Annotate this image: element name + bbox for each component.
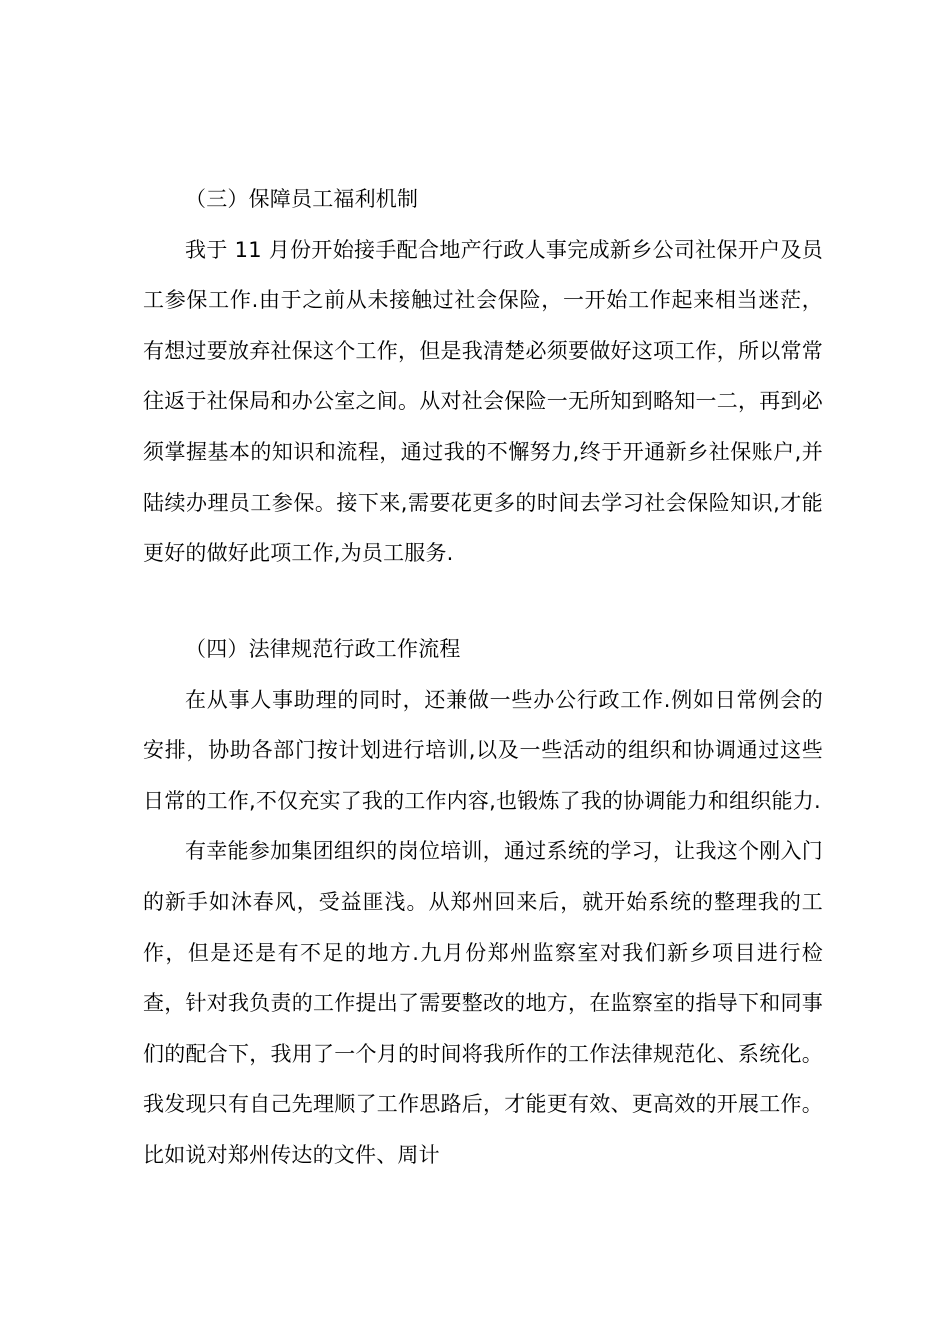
body-paragraph: 有幸能参加集团组织的岗位培训，通过系统的学习，让我这个刚入门的新手如沐春风，受益匪浅。从郑州回来后，就开始系统的整理我的工作，但是还是有不足的地方.九月份郑州监察室对我们新乡项目进行检查，针对我负责的工作提出了需要整改的地方，在监察室的指导下和同事们的配合下，我用了一个月的时间将我所作的工作法律规范化、系统化。我发现只有自己先理顺了工作思路后，才能更有效、更高效的开展工作。比如说对郑州传达的文件、周计 (143, 839, 823, 1167)
section-three (143, 174, 823, 579)
section-heading: （三）保障员工福利机制 (185, 187, 419, 211)
section-heading: （四）法律规范行政工作流程 (185, 637, 461, 661)
section-four (143, 624, 823, 1181)
body-paragraph: 我于 11 月份开始接手配合地产行政人事完成新乡公司社保开户及员工参保工作.由于之前从未接触过社会保险，一开始工作起来相当迷茫，有想过要放弃社保这个工作，但是我清楚必须要做好这项工作，所以常常往返于社保局和办公室之间。从对社会保险一无所知到略知一二，再到必须掌握基本的知识和流程，通过我的不懈努力,终于开通新乡社保账户,并陆续办理员工参保。接下来,需要花更多的时间去学习社会保险知识,才能更好的做好此项工作,为员工服务. (143, 237, 823, 566)
body-paragraph: 在从事人事助理的同时，还兼做一些办公行政工作.例如日常例会的安排，协助各部门按计划进行培训,以及一些活动的组织和协调通过这些日常的工作,不仅充实了我的工作内容,也锻炼了我的协调能力和组织能力. (143, 687, 823, 813)
